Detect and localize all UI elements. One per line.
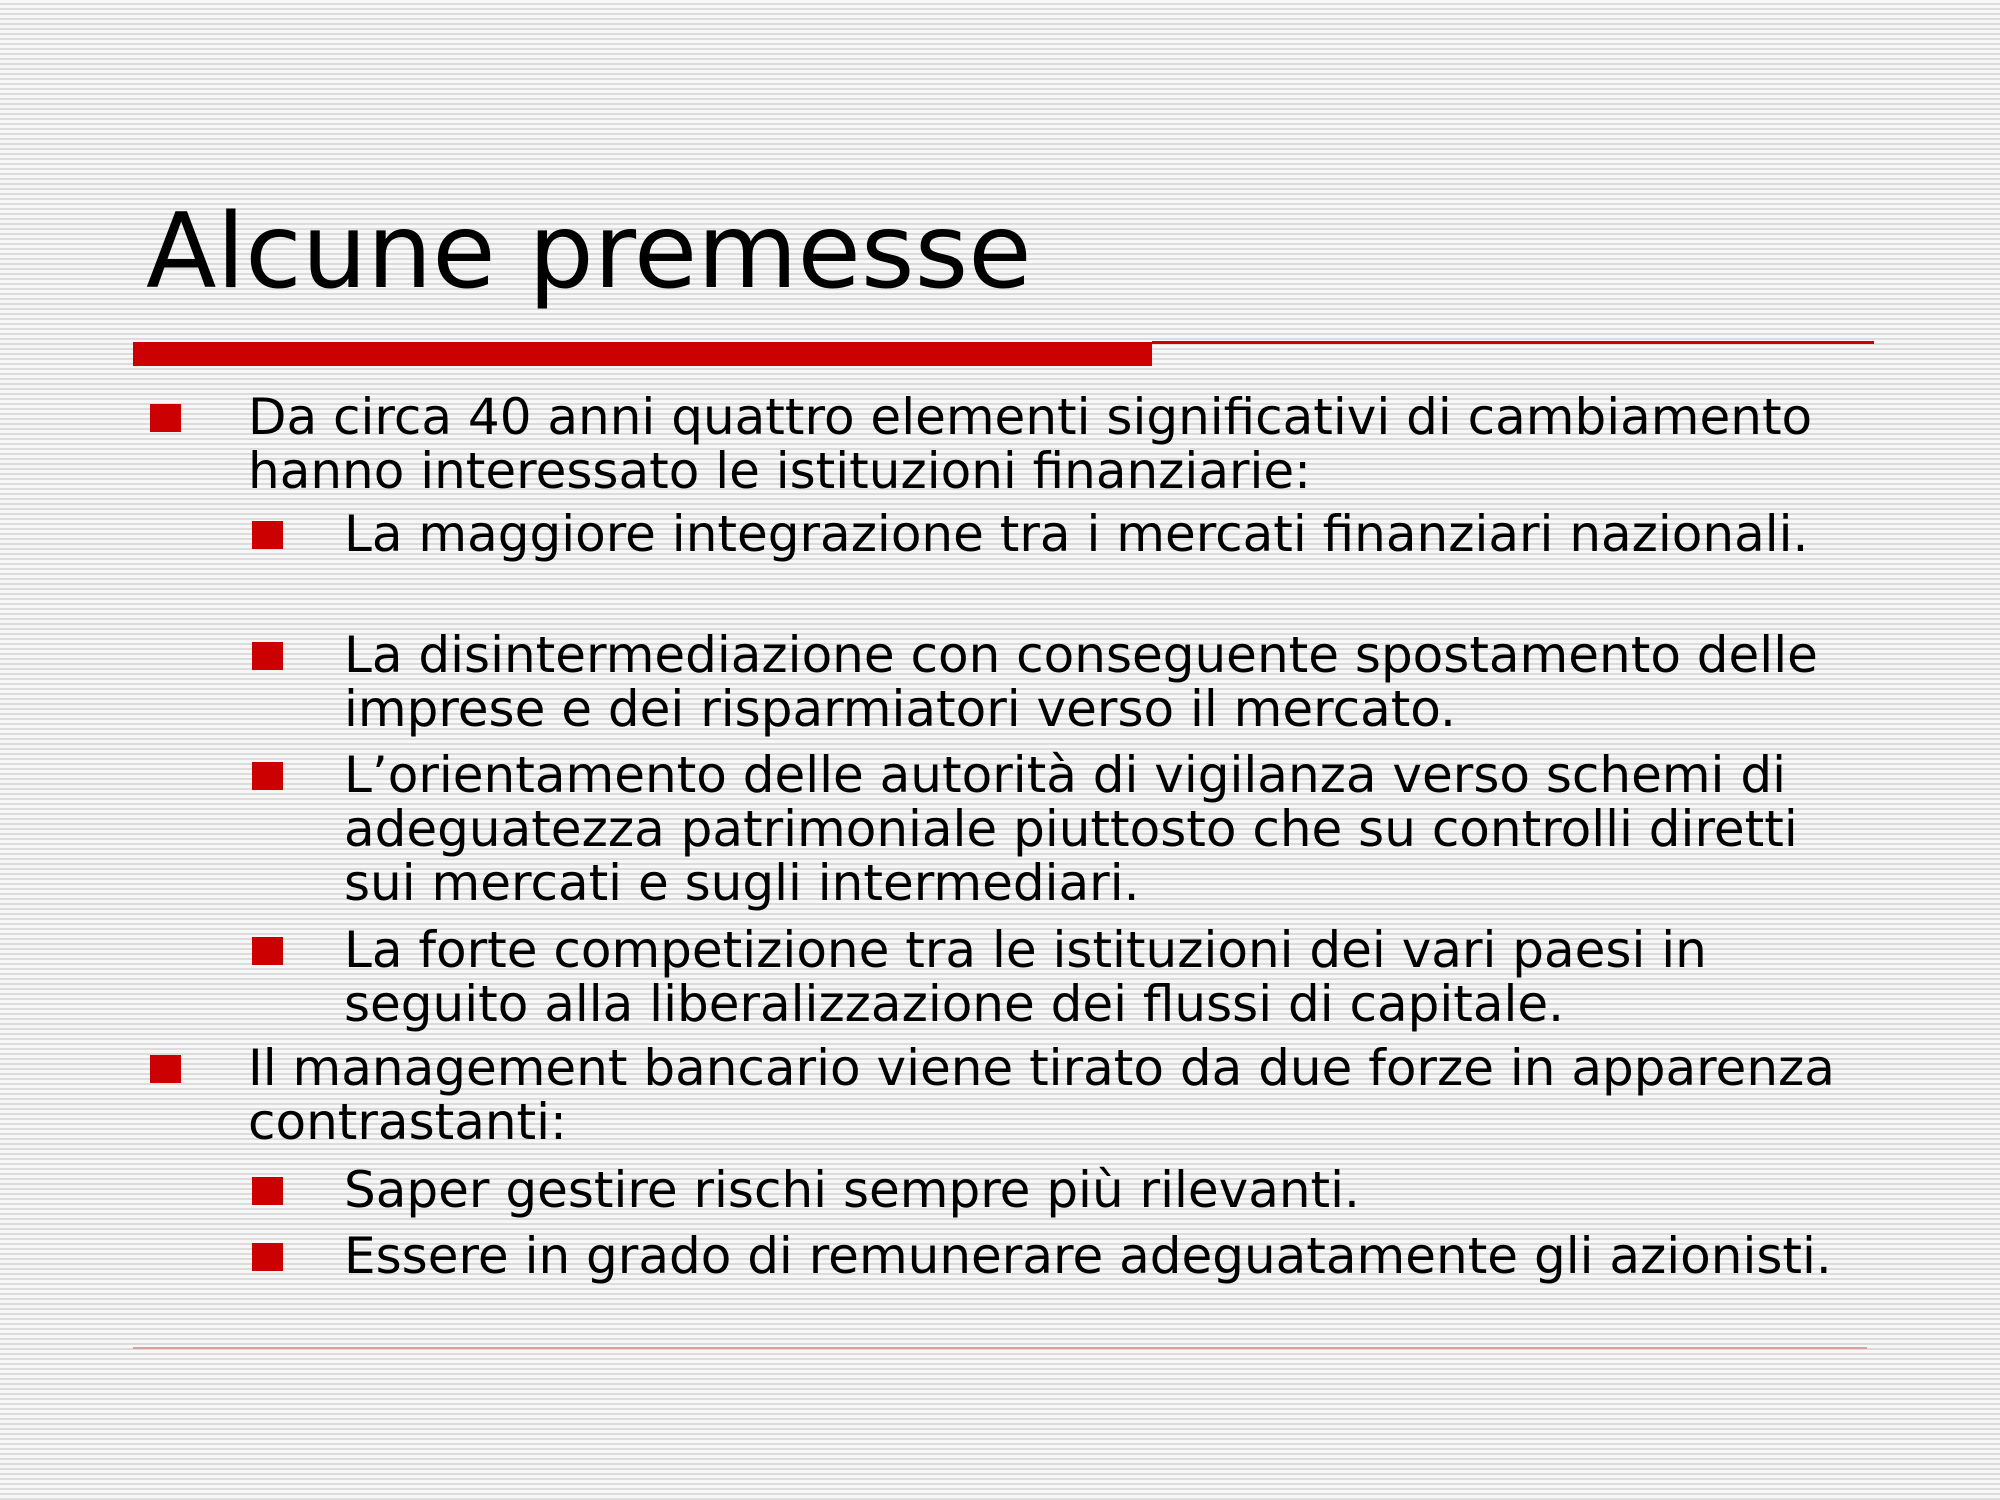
list-item — [0, 1041, 1870, 1149]
square-bullet-icon — [252, 642, 283, 670]
list-item — [0, 748, 1870, 910]
list-item — [0, 507, 1870, 561]
square-bullet-icon — [252, 521, 283, 549]
list-item-text: L’orientamento delle autorità di vigilanza verso schemi di adeguatezza patrimoniale piuttosto che su controlli diretti sui mercati e sugli intermediari. — [344, 746, 1798, 912]
list-item-text: Essere in grado di remunerare adeguatamente gli azionisti. — [344, 1227, 1832, 1285]
list-item — [0, 390, 1870, 498]
footer-rule — [133, 1347, 1867, 1349]
square-bullet-icon — [252, 762, 283, 790]
slide-title: Alcune premesse — [146, 192, 1032, 312]
square-bullet-icon — [150, 404, 181, 432]
list-item — [0, 628, 1870, 736]
list-item — [0, 923, 1870, 1031]
square-bullet-icon — [150, 1055, 181, 1083]
list-item-text: La forte competizione tra le istituzioni dei vari paesi in seguito alla liberalizzazione dei flussi di capitale. — [344, 921, 1707, 1033]
list-item — [0, 1229, 1870, 1283]
title-underline-rule — [1152, 341, 1874, 344]
list-item — [0, 1163, 1870, 1217]
list-item-text: La disintermediazione con conseguente spostamento delle imprese e dei risparmiatori verso il mercato. — [344, 626, 1818, 738]
square-bullet-icon — [252, 1177, 283, 1205]
title-underline-bar — [133, 342, 1152, 366]
list-item-text: Da circa 40 anni quattro elementi significativi di cambiamento hanno interessato le istituzioni finanziarie: — [248, 388, 1813, 500]
list-item-text: Il management bancario viene tirato da due forze in apparenza contrastanti: — [248, 1039, 1835, 1151]
list-item-text: La maggiore integrazione tra i mercati finanziari nazionali. — [344, 505, 1809, 563]
list-item-text: Saper gestire rischi sempre più rilevanti. — [344, 1161, 1360, 1219]
square-bullet-icon — [252, 937, 283, 965]
square-bullet-icon — [252, 1243, 283, 1271]
